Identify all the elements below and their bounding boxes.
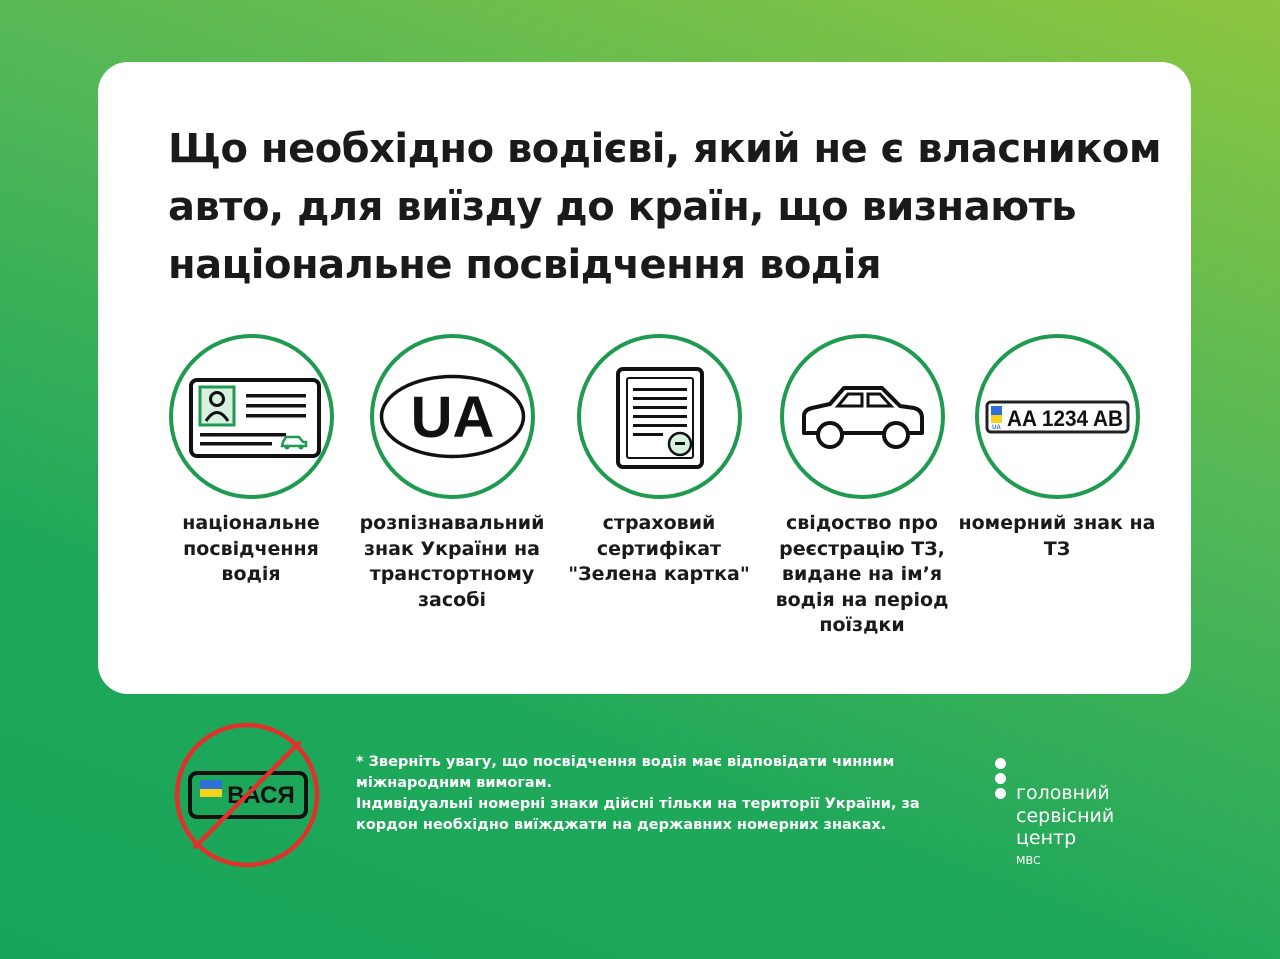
- brand-name-line-2: сервісний: [1016, 804, 1115, 827]
- requirement-icon-circle: [975, 334, 1140, 499]
- requirement-green-card: [559, 334, 759, 588]
- requirement-ua-sign: [352, 334, 552, 613]
- requirement-label: розпізнавальний знак України на транстортному засобі: [359, 512, 545, 611]
- requirement-label: національне посвідчення водія: [182, 512, 320, 585]
- prohibited-custom-plate-icon: [172, 720, 322, 870]
- footnote: [356, 752, 976, 836]
- requirement-icon-circle: [780, 334, 945, 499]
- requirement-driver-license: [151, 334, 351, 588]
- info-card: [98, 62, 1191, 694]
- plate-number-text: AA 1234 AB: [1006, 406, 1123, 431]
- brand-sub: МВС: [1016, 854, 1041, 867]
- footnote-line-1: * Зверніть увагу, що посвідчення водія має відповідати чинним міжнародним вимогам.: [356, 754, 895, 791]
- requirement-icon-circle: [169, 334, 334, 499]
- requirement-registration: [762, 334, 962, 639]
- ua-oval-sign-icon: [374, 338, 531, 495]
- plate-country-text: UA: [991, 425, 1001, 431]
- brand-name-line-3: центр: [1016, 827, 1077, 849]
- requirement-label: номерний знак на ТЗ: [958, 512, 1156, 560]
- car-icon: [784, 338, 941, 495]
- footnote-line-2: Індивідуальні номерні знаки дійсні тільки на території України, за кордон необхідно виїжджати на державних номерних знаках.: [356, 796, 920, 833]
- ua-sign-text: UA: [410, 385, 494, 450]
- page-title: Що необхідно водієві, який не є власником авто, для виїзду до країн, що визнають національне посвідчення водія: [168, 126, 1162, 288]
- requirement-label: страховий сертифікат "Зелена картка": [568, 512, 750, 585]
- requirement-license-plate: [957, 334, 1157, 562]
- license-plate-icon: [979, 338, 1136, 495]
- requirement-icon-circle: [370, 334, 535, 499]
- brand-dots-icon: [995, 758, 1009, 803]
- driver-license-icon: [173, 338, 330, 495]
- brand-name-line-1: головний: [1016, 782, 1110, 804]
- prohibited-custom-plate: [172, 720, 322, 874]
- requirement-icon-circle: [577, 334, 742, 499]
- custom-plate-text: ВАСЯ: [227, 782, 295, 809]
- brand-name: [1016, 782, 1216, 850]
- requirement-label: свідоство про реєстрацію ТЗ, видане на ім’я водія на період поїздки: [775, 512, 949, 636]
- insurance-certificate-icon: [581, 338, 738, 495]
